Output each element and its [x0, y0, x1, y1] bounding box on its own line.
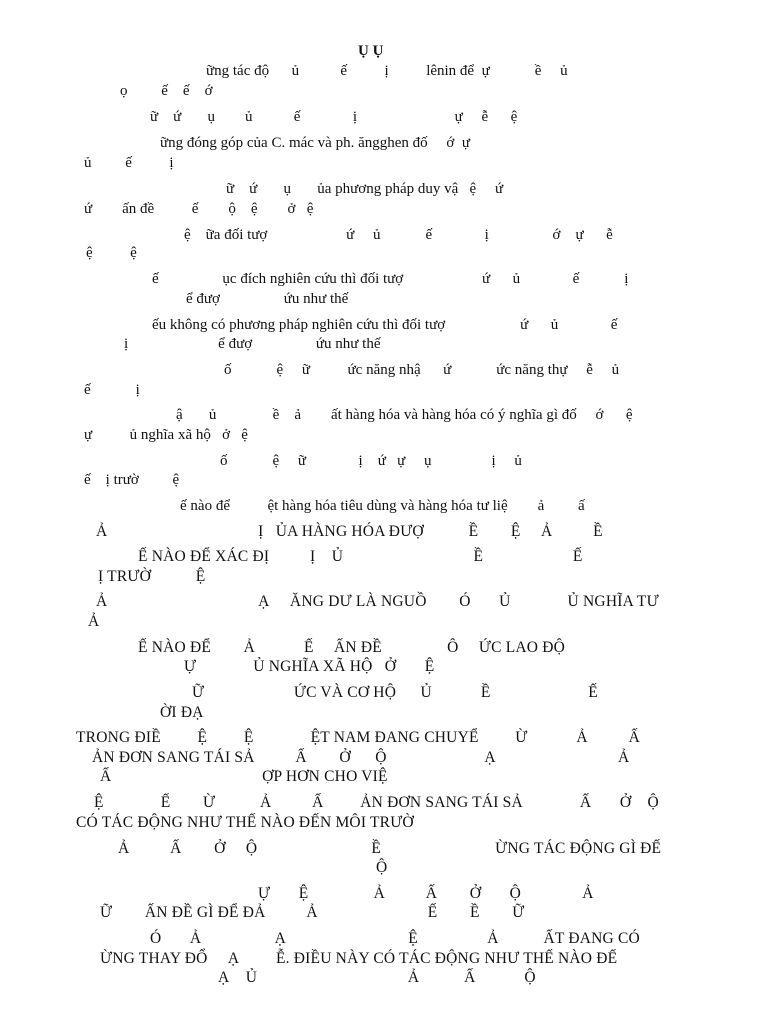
question-line: ệ ữa đối tượ ứ ủ ế ị ớ ự ễ: [184, 227, 613, 243]
heading-line: Ế NÀO ĐỂ Ả Ế ẤN ĐỀ Ô ỨC LAO ĐỘ: [138, 639, 566, 656]
document-title: Ụ Ụ: [358, 43, 384, 59]
question-line: ế ục đích nghiên cứu thì đối tượ ứ ủ ế ị: [152, 271, 629, 287]
heading-line: Ệ Ế Ừ Ả Ấ ẢN ĐƠN SANG TÁI SẢ Ấ Ở Ộ: [94, 794, 659, 811]
heading-line: Ị TRƯỜ Ệ: [98, 568, 206, 585]
question-line: ững đóng góp của C. mác và ph. ăngghen đố ớ ự: [160, 135, 470, 151]
question-line: ủ ế ị: [84, 155, 174, 171]
question-line: ệ ệ: [86, 245, 137, 261]
heading-line: Ó Ả Ạ Ệ Ả ẤT ĐANG CÓ: [150, 930, 640, 947]
heading-line: Ữ ỨC VÀ CƠ HỘ Ủ Ề Ế: [192, 684, 598, 701]
heading-line: Ấ ỢP HƠN CHO VIỆ: [100, 768, 388, 785]
heading-line: Ế NÀO ĐỂ XÁC ĐỊ Ị Ủ Ề Ế: [138, 548, 583, 565]
question-line: ếu không có phương pháp nghiên cứu thì đối tượ ứ ủ ế: [152, 317, 618, 333]
question-line: ế nào để ệt hàng hóa tiêu dùng và hàng hóa tư liệ ả ấ: [180, 498, 585, 514]
question-line: ữ ứ ụ ủ ế ị ự ễ ệ: [150, 109, 518, 125]
question-line: ậ ủ ề ả ất hàng hóa và hàng hóa có ý nghĩa gì đố ớ ệ: [176, 407, 633, 423]
heading-line: ỜI ĐẠ: [160, 704, 204, 721]
heading-line: Ả Ạ ĂNG DƯ LÀ NGUỒ Ó Ủ Ủ NGHĨA TƯ: [96, 593, 659, 610]
question-line: ứ ấn đề ế ộ ệ ở ệ: [84, 201, 314, 217]
heading-line: ỪNG THAY ĐỔ Ạ Ễ. ĐIỀU NÀY CÓ TÁC ĐỘNG NHƯ THẾ NÀO ĐẾ: [100, 950, 618, 967]
question-line: ự ủ nghĩa xã hộ ở ệ: [84, 427, 248, 443]
question-line: ế ị trườ ệ: [84, 472, 180, 488]
question-line: ị ể đượ ứu như thế: [124, 336, 381, 352]
question-line: ững tác độ ủ ế ị lênin để ự ề ủ: [206, 63, 568, 79]
heading-line: Ự Ệ Ả Ấ Ở Ộ Ả: [258, 885, 594, 902]
heading-line: Ạ Ủ Ả Ấ Ộ: [218, 969, 536, 986]
heading-line: Ả Ấ Ở Ộ Ề ỪNG TÁC ĐỘNG GÌ ĐẾ: [118, 840, 662, 857]
heading-line: Ả Ị ỦA HÀNG HÓA ĐƯỢ Ề Ệ Ả Ề: [96, 523, 603, 540]
heading-line: Ả: [88, 613, 100, 630]
heading-line: TRONG ĐIỀ Ệ Ệ ỆT NAM ĐANG CHUYỂ Ừ Ả Ấ: [76, 729, 640, 746]
question-line: ữ ứ ụ ủa phương pháp duy vậ ệ ứ: [226, 181, 504, 197]
question-line: ế ị: [84, 382, 140, 398]
heading-line: ẢN ĐƠN SANG TÁI SẢ Ấ Ở Ộ Ạ Ả: [92, 749, 630, 766]
question-line: ể đượ ứu như thế: [186, 291, 349, 307]
heading-line: Ữ ẤN ĐỀ GÌ ĐỂ ĐẢ Ả Ế Ề Ữ: [100, 904, 525, 921]
question-line: ọ ế ế ớ: [120, 83, 213, 99]
heading-line: CÓ TÁC ĐỘNG NHƯ THẾ NÀO ĐẾN MÔI TRƯỜ: [76, 814, 414, 831]
heading-line: Ộ: [376, 859, 388, 876]
heading-line: Ự Ủ NGHĨA XÃ HỘ Ở Ệ: [184, 658, 435, 675]
question-line: ố ệ ữ ị ứ ự ụ ị ủ: [220, 453, 522, 469]
question-line: ố ệ ữ ức năng nhậ ứ ức năng thự ễ ủ: [224, 362, 620, 378]
